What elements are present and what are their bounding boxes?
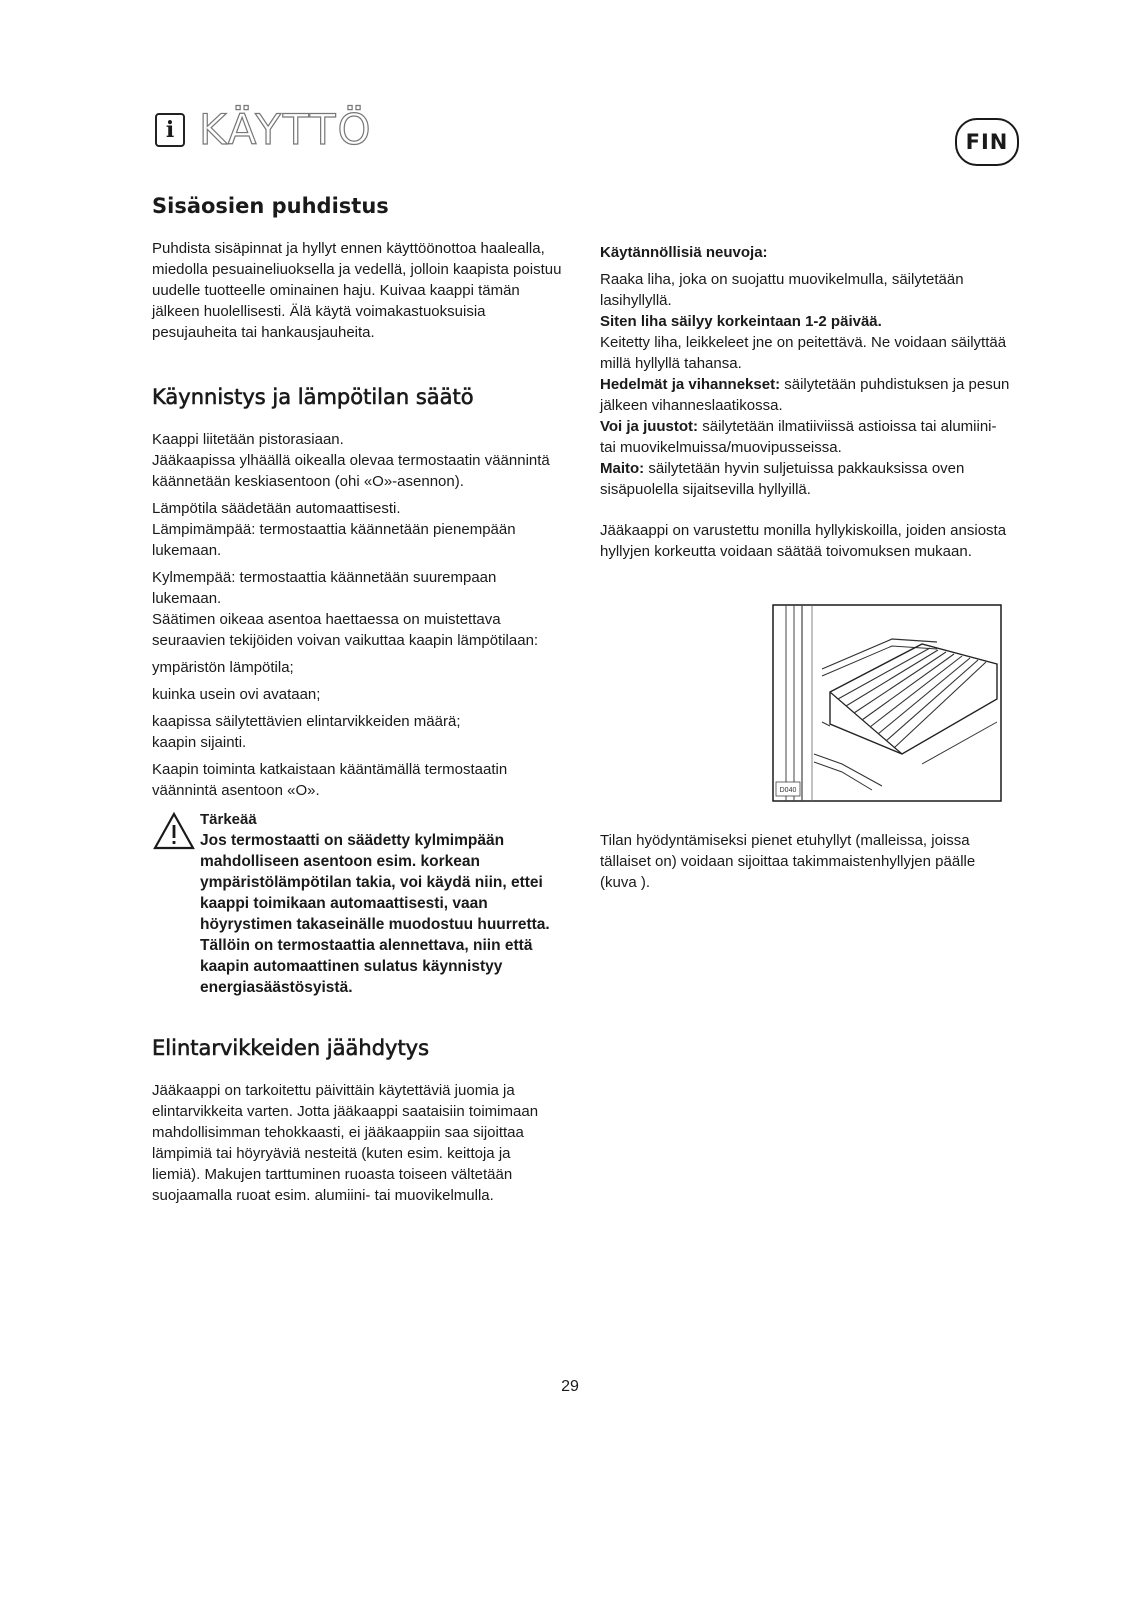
startup-p4: Lämpimämpää: termostaattia käännetään pienempään lukemaan.	[152, 521, 516, 559]
page-header	[155, 100, 373, 160]
tips-milk-text: säilytetään hyvin suljetuissa pakkauksissa oven sisäpuolella sijaitsevilla hyllyillä.	[600, 460, 965, 498]
tips-shelves: Jääkaappi on varustettu monilla hyllykiskoilla, joiden ansiosta hyllyjen korkeutta voidaan säätää toivomuksen mukaan.	[600, 522, 1007, 560]
startup-p3: Lämpötila säädetään automaattisesti.	[152, 500, 401, 517]
tips-title: Käytännöllisiä neuvoja:	[600, 244, 768, 261]
figure-label: D040	[779, 787, 797, 794]
tips-milk	[600, 458, 1010, 500]
info-icon: i	[155, 113, 185, 147]
startup-p7: ympäristön lämpötila;	[152, 659, 294, 676]
warning-body: Jos termostaatti on säädetty kylmimpään mahdolliseen asentoon esim. korkean ympäristölämpötilan takia, voi käydä niin, ettei kaappi toimikaan automaattisesti, vaan höyrystimen takaseinälle muodostuu huurretta. Tällöin on termostaattia alennettava, niin että kaapin automaattinen sulatus käynnistyy energiasäästösyistä.	[200, 832, 550, 996]
startup-p9: kaapissa säilytettävien elintarvikkeiden määrä;	[152, 713, 461, 730]
tips-cooked-meat: Keitetty liha, leikkeleet jne on peitettävä. Ne voidaan säilyttää millä hyllyllä tahansa.	[600, 334, 1007, 372]
tips-butter	[600, 416, 1010, 458]
tips-milk-label: Maito:	[600, 460, 645, 477]
cleaning-body: Puhdista sisäpinnat ja hyllyt ennen käyttöönottoa haalealla, miedolla pesuaineliuoksella ja vedellä, jolloin kaapista poistuu uudelle tuotteelle ominainen haju. Kuivaa kaappi tämän jälkeen huolellisesti. Älä käytä voimakastuoksuisia pesujauheita tai hankausjauheita.	[152, 240, 562, 341]
tips-raw-meat-bold: Siten liha säilyy korkeintaan 1-2 päivää.	[600, 313, 882, 330]
warning-triangle-icon	[152, 811, 196, 851]
tips-fruit	[600, 374, 1010, 416]
shelf-illustration	[772, 604, 1002, 802]
tips-raw-meat: Raaka liha, joka on suojattu muovikelmulla, säilytetään lasihyllyllä.	[600, 271, 964, 309]
tips-butter-label: Voi ja juustot:	[600, 418, 699, 435]
startup-p10: kaapin sijainti.	[152, 734, 247, 751]
page-number: 29	[561, 1378, 579, 1395]
tips-butter-text: säilytetään ilmatiiviissä astioissa tai alumiini-tai muovikelmuissa/muovipusseissa.	[600, 418, 997, 456]
startup-p11: Kaapin toiminta katkaistaan kääntämällä termostaatin väännintä asentoon «O».	[152, 761, 508, 799]
startup-p2: Jääkaapissa ylhäällä oikealla olevaa termostaatin väännintä käännetään keskiasentoon (ohi «O»-asennon).	[152, 452, 550, 490]
page-title: KÄYTTÖ	[199, 105, 373, 154]
startup-p8: kuinka usein ovi avataan;	[152, 686, 321, 703]
right-column	[600, 242, 1010, 893]
tips-fruit-text: säilytetään puhdistuksen ja pesun jälkeen vihanneslaatikossa.	[600, 376, 1010, 414]
warning-box	[152, 809, 562, 998]
cooling-body: Jääkaappi on tarkoitettu päivittäin käytettäviä juomia ja elintarvikkeita varten. Jotta jääkaappi saataisiin toimimaan mahdollisimman tehokkaasti, ei jääkaappiin saa sijoittaa lämpimiä tai höyryäviä nesteitä (kuten esim. keittoja ja liemiä). Makujen tarttuminen ruoasta toiseen vältetään suojaamalla ruoat esim. alumiini- tai muovikelmulla.	[152, 1082, 539, 1204]
tips-fruit-label: Hedelmät ja vihannekset:	[600, 376, 781, 393]
section-title-startup: Käynnistys ja lämpötilan säätö	[152, 385, 474, 409]
section-title-cooling: Elintarvikkeiden jäähdytys	[152, 1036, 430, 1060]
figure-caption: Tilan hyödyntämiseksi pienet etuhyllyt (malleissa, joissa tällaiset on) voidaan sijoittaa takimmaistenhyllyjen päälle (kuva ).	[600, 832, 976, 891]
warning-heading: Tärkeää	[200, 811, 257, 828]
startup-p1: Kaappi liitetään pistorasiaan.	[152, 431, 344, 448]
left-column	[152, 192, 562, 1206]
language-badge: FIN	[955, 118, 1019, 166]
startup-p5: Kylmempää: termostaattia käännetään suurempaan lukemaan.	[152, 569, 497, 607]
startup-p6: Säätimen oikeaa asentoa haettaessa on muistettava seuraavien tekijöiden voivan vaikuttaa kaapin lämpötilaan:	[152, 611, 539, 649]
section-title-cleaning: Sisäosien puhdistus	[152, 194, 389, 218]
